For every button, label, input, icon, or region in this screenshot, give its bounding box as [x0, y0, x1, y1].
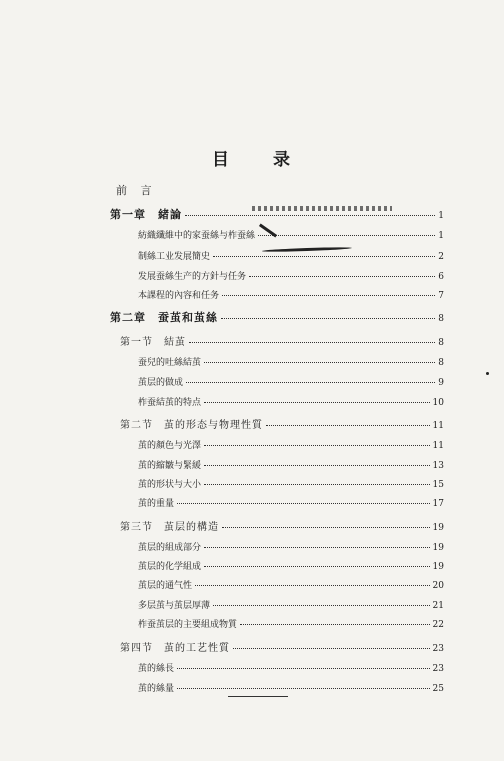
- dot-leader: [204, 401, 430, 403]
- toc-page-number: 8: [438, 338, 444, 348]
- dot-leader: [221, 317, 435, 319]
- toc-page-number: 23: [432, 644, 444, 654]
- toc-label: 茧层的組成部分: [138, 543, 202, 553]
- toc-page-number: 10: [432, 398, 444, 408]
- toc-label: 第三节 茧层的構造: [120, 522, 219, 533]
- toc-label: 蚕兒的吐絲結茧: [138, 358, 202, 368]
- toc-section: [120, 518, 444, 533]
- dot-leader: [249, 275, 435, 277]
- dot-leader: [213, 255, 435, 257]
- preface-entry: 前 言: [116, 184, 157, 197]
- dot-leader: [213, 604, 430, 606]
- dot-leader: [258, 234, 435, 236]
- toc-page-number: 7: [438, 291, 444, 301]
- toc-label: 第四节 茧的工艺性質: [120, 643, 230, 654]
- toc-subentry: [138, 288, 444, 301]
- dot-leader: [204, 565, 430, 567]
- toc-page-number: 25: [432, 684, 444, 694]
- toc-label: 第一章 緒論: [110, 208, 182, 221]
- toc-subentry: [138, 477, 444, 490]
- dot-leader: [185, 214, 435, 216]
- toc-label: 茧层的化学組成: [138, 562, 202, 572]
- toc-section: [120, 416, 444, 431]
- dot-leader: [204, 361, 435, 363]
- toc-subentry: [138, 578, 444, 591]
- toc-page-number: 11: [432, 441, 444, 451]
- toc-subentry: [138, 540, 444, 553]
- toc-page-number: 20: [432, 581, 444, 591]
- toc-subentry: [138, 458, 444, 471]
- toc-label: 茧层的通气性: [138, 581, 193, 591]
- toc-page-number: 19: [432, 562, 444, 572]
- toc-label: 茧的絲長: [138, 664, 175, 674]
- toc-subentry: [138, 681, 444, 694]
- toc-page-number: 13: [432, 461, 444, 471]
- toc-page-number: 1: [438, 211, 444, 221]
- toc-subentry: [138, 661, 444, 674]
- toc-page-number: 23: [432, 664, 444, 674]
- dot-leader: [204, 546, 430, 548]
- title-char-1: 目: [212, 150, 231, 170]
- dot-leader: [233, 647, 430, 649]
- dot-leader: [204, 444, 430, 446]
- toc-subentry: [138, 375, 444, 388]
- toc-subentry: [138, 395, 444, 408]
- dot-leader: [222, 294, 435, 296]
- toc-page-number: 8: [438, 358, 444, 368]
- toc-label: 茧的重量: [138, 499, 175, 509]
- toc-label: 柞蚕結茧的特点: [138, 398, 202, 408]
- ink-smudge: [252, 206, 392, 211]
- dot-leader: [189, 341, 435, 343]
- dot-leader: [186, 381, 435, 383]
- toc-page-number: 21: [432, 601, 444, 611]
- dot-leader: [177, 687, 430, 689]
- ink-dot: [486, 372, 489, 375]
- toc-label: 紡織纖維中的家蚕絲与柞蚕絲: [138, 231, 256, 241]
- toc-page-number: 8: [438, 314, 444, 324]
- toc-label: 多层茧与茧层厚薄: [138, 601, 211, 611]
- dot-leader: [177, 502, 430, 504]
- toc-label: 第二章 蚕茧和茧絲: [110, 311, 218, 324]
- toc-page-number: 6: [438, 272, 444, 282]
- toc-label: 第一节 結茧: [120, 337, 186, 348]
- toc-page-number: 11: [432, 421, 444, 431]
- page-title: [0, 145, 504, 170]
- toc-label: 柞蚕茧层的主要組成物質: [138, 620, 238, 630]
- dot-leader: [222, 526, 430, 528]
- toc-subentry: [138, 617, 444, 630]
- title-char-2: 录: [273, 150, 292, 170]
- dot-leader: [266, 424, 430, 426]
- toc-page-number: 17: [432, 499, 444, 509]
- toc-page-number: 19: [432, 523, 444, 533]
- toc-subentry: [138, 228, 444, 241]
- toc-label: 本課程的內容和任务: [138, 291, 220, 301]
- toc-section: [120, 639, 444, 654]
- toc-subentry: [138, 269, 444, 282]
- toc-page-number: 2: [438, 252, 444, 262]
- dot-leader: [177, 667, 430, 669]
- toc-page-number: 15: [432, 480, 444, 490]
- toc-label: 茧的縮皺与緊緩: [138, 461, 202, 471]
- toc-label: 发展蚕絲生产的方針与任务: [138, 272, 247, 282]
- toc-page-number: 1: [438, 231, 444, 241]
- toc-label: 茧层的做成: [138, 378, 184, 388]
- toc-label: 第二节 茧的形态与物理性質: [120, 420, 263, 431]
- toc-page-number: 19: [432, 543, 444, 553]
- handwritten-mark: [228, 688, 288, 697]
- toc-page-number: 9: [438, 378, 444, 388]
- dot-leader: [204, 483, 430, 485]
- dot-leader: [195, 584, 430, 586]
- dot-leader: [240, 623, 430, 625]
- toc-subentry: [138, 355, 444, 368]
- dot-leader: [204, 464, 430, 466]
- toc-label: 制絲工业发展簡史: [138, 252, 211, 262]
- toc-label: 茧的絲量: [138, 684, 175, 694]
- toc-subentry: [138, 438, 444, 451]
- toc-subentry: [138, 559, 444, 572]
- toc-chapter: [110, 309, 444, 325]
- toc-section: [120, 333, 444, 348]
- toc-page-number: 22: [432, 620, 444, 630]
- toc-label: 茧的顏色与光澤: [138, 441, 202, 451]
- toc-label: 茧的形状与大小: [138, 480, 202, 490]
- toc-subentry: [138, 598, 444, 611]
- toc-subentry: [138, 496, 444, 509]
